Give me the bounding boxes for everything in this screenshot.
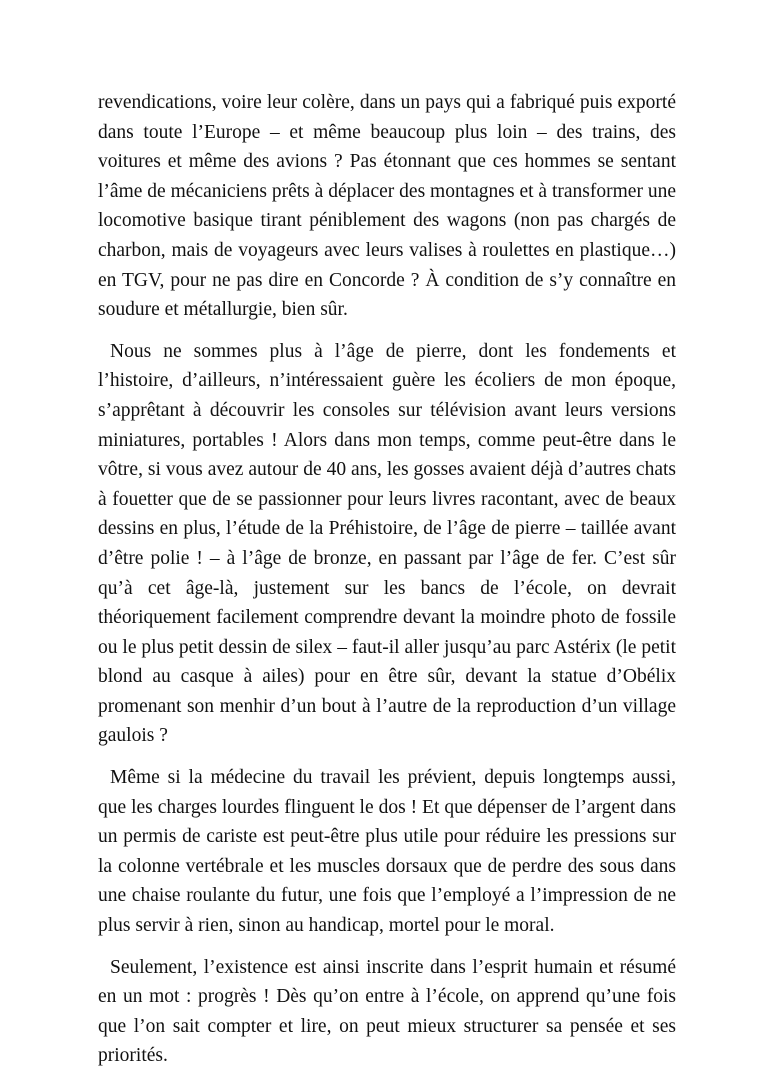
paragraph-stone-age: Nous ne sommes plus à l’âge de pierre, dont les fondements et l’histoire, d’ailleurs, n’intéressaient guère les écoliers de mon époque, s’apprêtant à découvrir les consoles sur télévision avant leurs versions miniatures, portables ! Alors dans mon temps, comme peut-être dans le vôtre, si vous avez autour de 40 ans, les gosses avaient déjà d’autres chats à fouetter que de se passionner pour leurs livres racontant, avec de beaux dessins en plus, l’étude de la Préhistoire, de l’âge de pierre – taillée avant d’être polie ! – à l’âge de bronze, en passant par l’âge de fer. C’est sûr qu’à cet âge-là, justement sur les bancs de l’école, on devrait théoriquement facilement comprendre devant la moindre photo de fossile ou le plus petit dessin de silex – faut-il aller jusqu’au parc Astérix (le petit blond au casque à ailes) pour en être sûr, devant la statue d’Obélix promenant son menhir d’un bout à l’autre de la reproduction d’un village gaulois ? bbox=[98, 340, 676, 747]
paragraph-progress: Seulement, l’existence est ainsi inscrite dans l’esprit humain et résumé en un mot : progrès ! Dès qu’on entre à l’école, on apprend qu’une fois que l’on sait compter et lire, on peut mieux structurer sa pensée et ses priorités. bbox=[98, 956, 676, 1067]
paragraph-occupational-health: Même si la médecine du travail les prévient, depuis longtemps aussi, que les charges lourdes flinguent le dos ! Et que dépenser de l’argent dans un permis de cariste est peut-être plus utile pour réduire les pressions sur la colonne vertébrale et les muscles dorsaux que de perdre des sous dans une chaise roulante du futur, une fois que l’employé a l’impression de ne plus servir à rien, sinon au handicap, mortel pour le moral. bbox=[98, 767, 676, 937]
body-text bbox=[98, 88, 676, 1083]
paragraph-continuation: revendications, voire leur colère, dans un pays qui a fabriqué puis exporté dans toute l’Europe – et même beaucoup plus loin – des trains, des voitures et même des avions ? Pas étonnant que ces hommes se sentant l’âme de mécaniciens prêts à déplacer des montagnes et à transformer une locomotive basique tirant péniblement des wagons (non pas chargés de charbon, mais de voyageurs avec leurs valises à roulettes en plastique…) en TGV, pour ne pas dire en Concorde ? À condition de s’y connaître en soudure et métallurgie, bien sûr. bbox=[98, 92, 676, 321]
